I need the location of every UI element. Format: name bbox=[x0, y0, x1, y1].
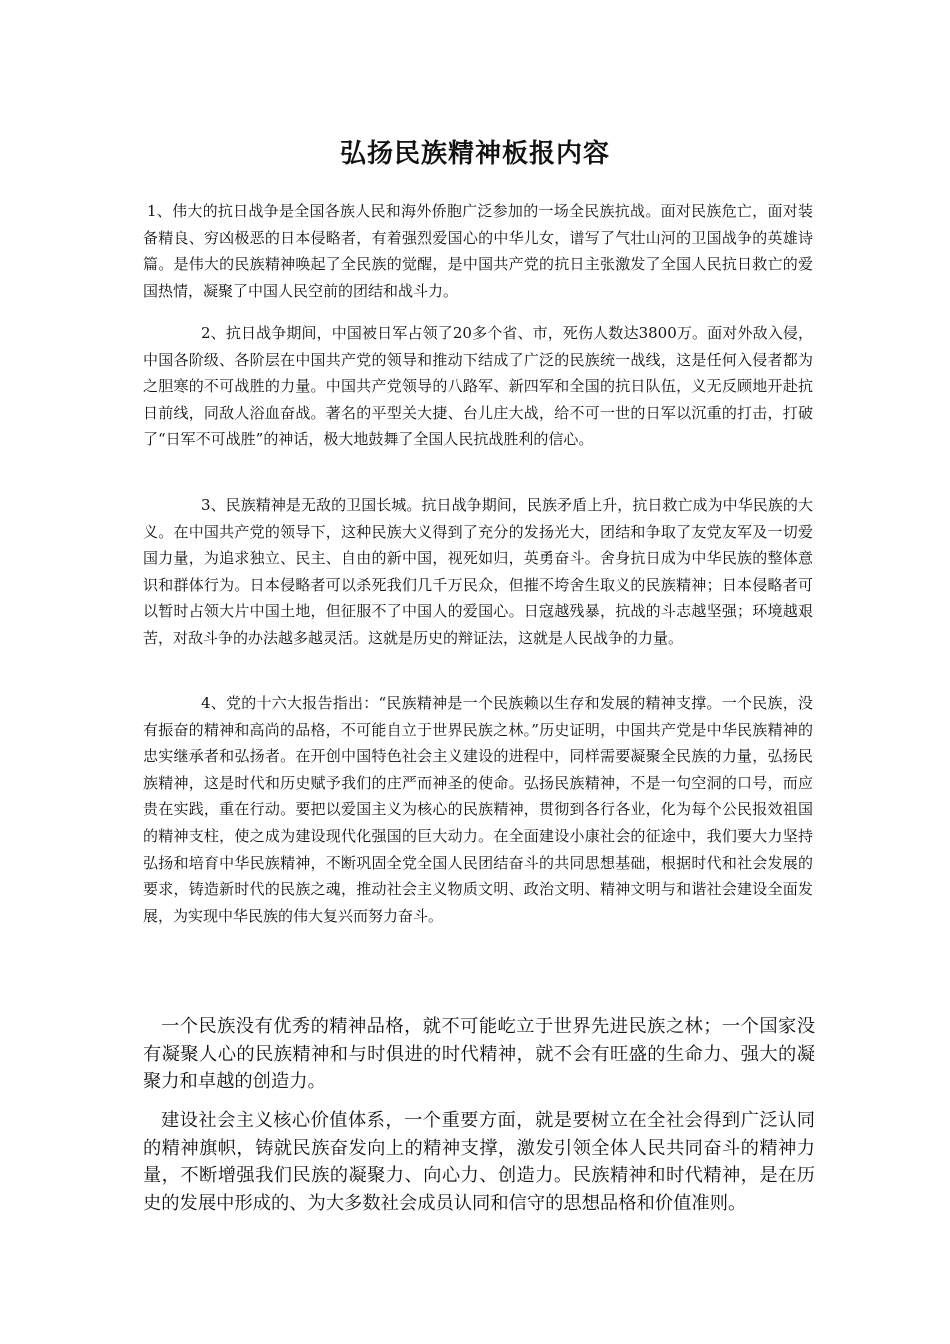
paragraph-2: 2、抗日战争期间，中国被日军占领了20多个省、市，死伤人数达3800万。面对外敌入侵，中国各阶级、各阶层在中国共产党的领导和推动下结成了广泛的民族统一战线，这是任何入侵者都为之胆寒的不可战胜的力量。中国共产党领导的八路军、新四军和全国的抗日队伍，义无反顾地开赴抗日前线，同敌人浴血奋战。著名的平型关大捷、台儿庄大战，给不可一世的日军以沉重的打击，打破了“日军不可战胜”的神话，极大地鼓舞了全国人民抗战胜利的信心。 bbox=[143, 324, 813, 449]
paragraph-6: 建设社会主义核心价值体系，一个重要方面，就是要树立在全社会得到广泛认同的精神旗帜，铸就民族奋发向上的精神支撑，激发引领全体人民共同奋斗的精神力量，不断增强我们民族的凝聚力、向心力、创造力。民族精神和时代精神，是在历史的发展中形成的、为大多数社会成员认同和信守的思想品格和价值准则。 bbox=[143, 1110, 815, 1214]
document-title: 弘扬民族精神板报内容 bbox=[339, 139, 610, 169]
paragraph-4: 4、党的十六大报告指出：“民族精神是一个民族赖以生存和发展的精神支撑。一个民族，没有振奋的精神和高尚的品格，不可能自立于世界民族之林。”历史证明，中国共产党是中华民族精神的忠实继承者和弘扬者。在开创中国特色社会主义建设的进程中，同样需要凝聚全民族的力量，弘扬民族精神，这是时代和历史赋予我们的庄严而神圣的使命。弘扬民族精神，不是一句空洞的口号，而应贵在实践，重在行动。要把以爱国主义为核心的民族精神，贯彻到各行各业，化为每个公民报效祖国的精神支柱，使之成为建设现代化强国的巨大动力。在全面建设小康社会的征途中，我们要大力坚持弘扬和培育中华民族精神，不断巩固全党全国人民团结奋斗的共同思想基础，根据时代和社会发展的要求，铸造新时代的民族之魂，推动社会主义物质文明、政治文明、精神文明与和谐社会建设全面发展，为实现中华民族的伟大复兴而努力奋斗。 bbox=[143, 694, 813, 925]
paragraph-3: 3、民族精神是无敌的卫国长城。抗日战争期间，民族矛盾上升，抗日救亡成为中华民族的大义。在中国共产党的领导下，这种民族大义得到了充分的发扬光大，团结和争取了友党友军及一切爱国力量，为追求独立、民主、自由的新中国，视死如归，英勇奋斗。舍身抗日成为中华民族的整体意识和群体行为。日本侵略者可以杀死我们几千万民众，但摧不垮舍生取义的民族精神；日本侵略者可以暂时占领大片中国土地，但征服不了中国人的爱国心。日寇越残暴，抗战的斗志越坚强；环境越艰苦，对敌斗争的办法越多越灵活。这就是历史的辩证法，这就是人民战争的力量。 bbox=[143, 496, 813, 647]
paragraph-5: 一个民族没有优秀的精神品格，就不可能屹立于世界先进民族之林；一个国家没有凝聚人心的民族精神和与时俱进的时代精神，就不会有旺盛的生命力、强大的凝聚力和卓越的创造力。 bbox=[143, 1016, 815, 1092]
paragraph-1: 1、伟大的抗日战争是全国各族人民和海外侨胞广泛参加的一场全民族抗战。面对民族危亡，面对装备精良、穷凶极恶的日本侵略者，有着强烈爱国心的中华儿女，谱写了气壮山河的卫国战争的英雄诗篇。是伟大的民族精神唤起了全民族的觉醒，是中国共产党的抗日主张激发了全国人民抗日救亡的爱国热情，凝聚了中国人民空前的团结和战斗力。 bbox=[143, 202, 813, 300]
